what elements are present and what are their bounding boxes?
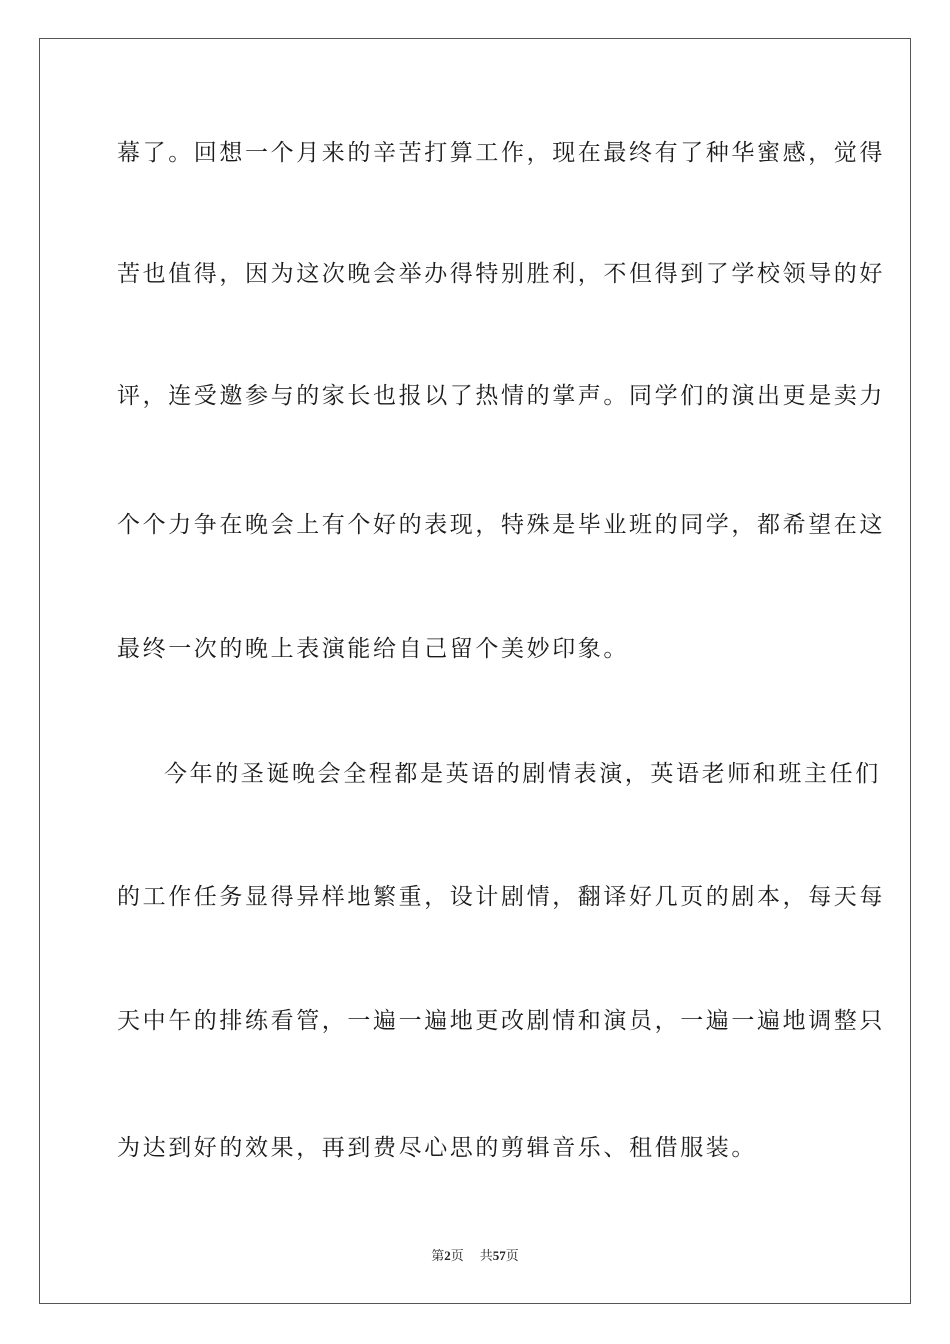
footer-total-suffix: 页 [505, 1249, 519, 1264]
footer-page-number: 2 [444, 1248, 451, 1263]
body-text-line-2: 苦也值得，因为这次晚会举办得特别胜利，不但得到了学校领导的好 [117, 261, 885, 287]
footer-page-suffix: 页 [450, 1249, 464, 1264]
page-border [39, 38, 911, 1304]
page-footer [0, 1248, 950, 1265]
body-text-line-5: 最终一次的晚上表演能给自己留个美妙印象。 [117, 636, 629, 662]
body-text-line-6: 今年的圣诞晚会全程都是英语的剧情表演，英语老师和班主任们 [164, 761, 881, 787]
footer-total-pages: 57 [492, 1248, 506, 1263]
body-text-line-4: 个个力争在晚会上有个好的表现，特殊是毕业班的同学，都希望在这 [117, 512, 885, 538]
footer-page-prefix: 第 [431, 1249, 445, 1264]
body-text-line-7: 的工作任务显得异样地繁重，设计剧情，翻译好几页的剧本，每天每 [117, 884, 885, 910]
body-text-line-8: 天中午的排练看管，一遍一遍地更改剧情和演员，一遍一遍地调整只 [117, 1008, 885, 1034]
body-text-line-1: 幕了。回想一个月来的辛苦打算工作，现在最终有了种华蜜感，觉得 [117, 140, 885, 166]
body-text-line-3: 评，连受邀参与的家长也报以了热情的掌声。同学们的演出更是卖力 [117, 383, 885, 409]
body-text-line-9: 为达到好的效果，再到费尽心思的剪辑音乐、租借服装。 [117, 1135, 757, 1161]
footer-total-prefix: 共 [479, 1249, 493, 1264]
